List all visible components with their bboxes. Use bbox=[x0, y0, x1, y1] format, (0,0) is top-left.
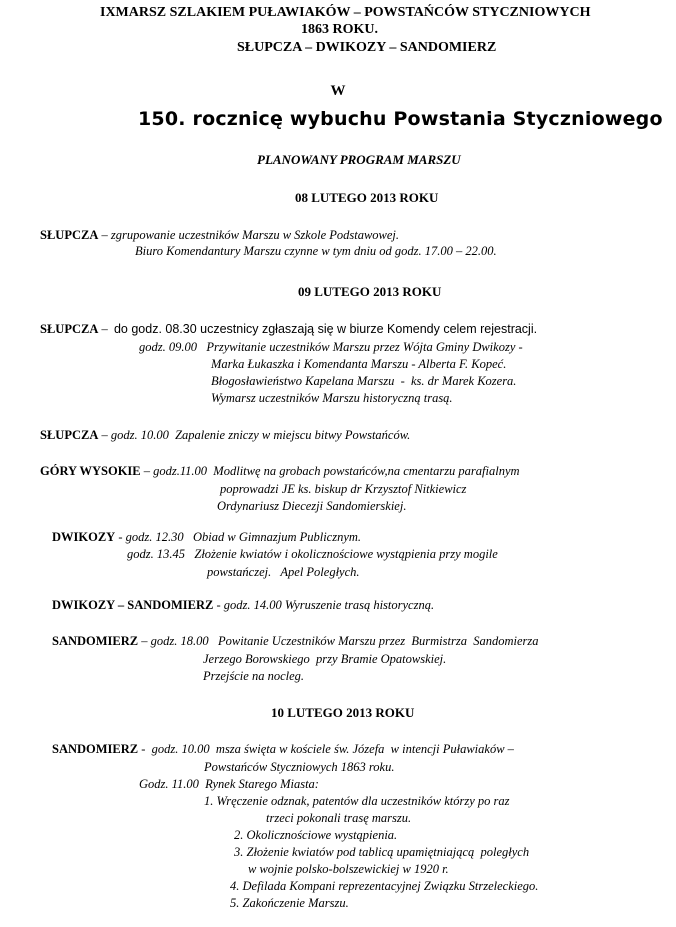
entry-line: trzeci pokonali trasę marszu. bbox=[266, 811, 412, 825]
entry-line: 4. Defilada Kompani reprezentacyjnej Związku Strzeleckiego. bbox=[230, 879, 539, 893]
entry-place: SŁUPCZA bbox=[40, 428, 99, 442]
entry-line: powstańczej. Apel Poległych. bbox=[207, 565, 360, 579]
entry-line: 3. Złożenie kwiatów pod tablicą upamiętniającą poległych bbox=[234, 845, 530, 859]
schedule-entry: GÓRY WYSOKIE – godz.11.00 Modlitwę na grobach powstańców,na cmentarzu parafialnym bbox=[40, 464, 520, 478]
day-date: 08 LUTEGO 2013 ROKU bbox=[295, 190, 439, 205]
day-date: 09 LUTEGO 2013 ROKU bbox=[298, 284, 442, 299]
entry-line: 5. Zakończenie Marszu. bbox=[230, 896, 349, 910]
entry-line: Jerzego Borowskiego przy Bramie Opatowskiej. bbox=[203, 652, 447, 666]
schedule-entry: SŁUPCZA – do godz. 08.30 uczestnicy zgłaszają się w biurze Komendy celem rejestracji. bbox=[40, 322, 538, 336]
entry-line: godz. 18.00 Powitanie Uczestników Marszu przez Burmistrza Sandomierza bbox=[150, 634, 539, 648]
entry-line: godz. 10.00 Zapalenie zniczy w miejscu bitwy Powstańców. bbox=[110, 428, 411, 442]
entry-place: DWIKOZY – SANDOMIERZ bbox=[52, 598, 214, 612]
header-title-line1: IXMARSZ SZLAKIEM PUŁAWIAKÓW – POWSTAŃCÓW STYCZNIOWYCH bbox=[100, 5, 591, 20]
schedule-entry: SANDOMIERZ – godz. 18.00 Powitanie Uczestników Marszu przez Burmistrza Sandomierza bbox=[52, 634, 539, 648]
entry-line: Przejście na nocleg. bbox=[203, 669, 305, 683]
entry-line: Biuro Komendantury Marszu czynne w tym dniu od godz. 17.00 – 22.00. bbox=[135, 244, 497, 258]
entry-line: Wymarsz uczestników Marszu historyczną trasą. bbox=[211, 391, 453, 405]
header-title-line2: 1863 ROKU. bbox=[301, 22, 378, 37]
entry-line: godz. 10.00 msza święta w kościele św. Józefa w intencji Puławiaków – bbox=[151, 742, 514, 756]
schedule-entry: DWIKOZY – SANDOMIERZ - godz. 14.00 Wyruszenie trasą historyczną. bbox=[52, 598, 435, 612]
entry-place: SŁUPCZA bbox=[40, 228, 99, 242]
entry-line: Ordynariusz Diecezji Sandomierskiej. bbox=[217, 499, 407, 513]
entry-place: SANDOMIERZ bbox=[52, 742, 139, 756]
entry-line: godz. 12.30 Obiad w Gimnazjum Publicznym. bbox=[125, 530, 362, 544]
entry-line: zgrupowanie uczestników Marszu w Szkole Podstawowej. bbox=[110, 228, 400, 242]
entry-line: w wojnie polsko-bolszewickiej w 1920 r. bbox=[248, 862, 449, 876]
entry-place: DWIKOZY bbox=[52, 530, 116, 544]
entry-line: Marka Łukaszka i Komendanta Marszu - Alberta F. Kopeć. bbox=[211, 357, 507, 371]
entry-line: poprowadzi JE ks. biskup dr Krzysztof Nitkiewicz bbox=[220, 482, 467, 496]
entry-line: 1. Wręczenie odznak, patentów dla uczestników którzy po raz bbox=[204, 794, 510, 808]
entry-line: Powstańców Styczniowych 1863 roku. bbox=[204, 760, 395, 774]
entry-line: 2. Okolicznościowe wystąpienia. bbox=[234, 828, 398, 842]
header-title-line3: SŁUPCZA – DWIKOZY – SANDOMIERZ bbox=[237, 40, 497, 55]
entry-place: SŁUPCZA bbox=[40, 322, 99, 336]
schedule-entry: SŁUPCZA – zgrupowanie uczestników Marszu w Szkole Podstawowej. bbox=[40, 228, 400, 242]
anniversary-title: 150. rocznicę wybuchu Powstania Styczniowego bbox=[138, 108, 663, 130]
program-title: PLANOWANY PROGRAM MARSZU bbox=[257, 152, 461, 167]
day-date: 10 LUTEGO 2013 ROKU bbox=[271, 705, 415, 720]
entry-line: godz. 14.00 Wyruszenie trasą historyczną. bbox=[223, 598, 435, 612]
entry-line: Błogosławieństwo Kapelana Marszu - ks. dr Marek Kozera. bbox=[211, 374, 517, 388]
entry-place: SANDOMIERZ bbox=[52, 634, 139, 648]
schedule-entry: DWIKOZY - godz. 12.30 Obiad w Gimnazjum Publicznym. bbox=[52, 530, 362, 544]
entry-line: godz.11.00 Modlitwę na grobach powstańców,na cmentarzu parafialnym bbox=[153, 464, 520, 478]
schedule-entry: SANDOMIERZ - godz. 10.00 msza święta w kościele św. Józefa w intencji Puławiaków – bbox=[52, 742, 514, 756]
schedule-entry: SŁUPCZA – godz. 10.00 Zapalenie zniczy w miejscu bitwy Powstańców. bbox=[40, 428, 411, 442]
header-w: W bbox=[330, 83, 346, 99]
entry-place: GÓRY WYSOKIE bbox=[40, 464, 141, 478]
entry-line: godz. 09.00 Przywitanie uczestników Marszu przez Wójta Gminy Dwikozy - bbox=[139, 340, 523, 354]
entry-line: godz. 13.45 Złożenie kwiatów i okolicznościowe wystąpienia przy mogile bbox=[127, 547, 498, 561]
entry-line: Godz. 11.00 Rynek Starego Miasta: bbox=[139, 777, 319, 791]
entry-line: do godz. 08.30 uczestnicy zgłaszają się w biurze Komendy celem rejestracji. bbox=[113, 322, 538, 336]
